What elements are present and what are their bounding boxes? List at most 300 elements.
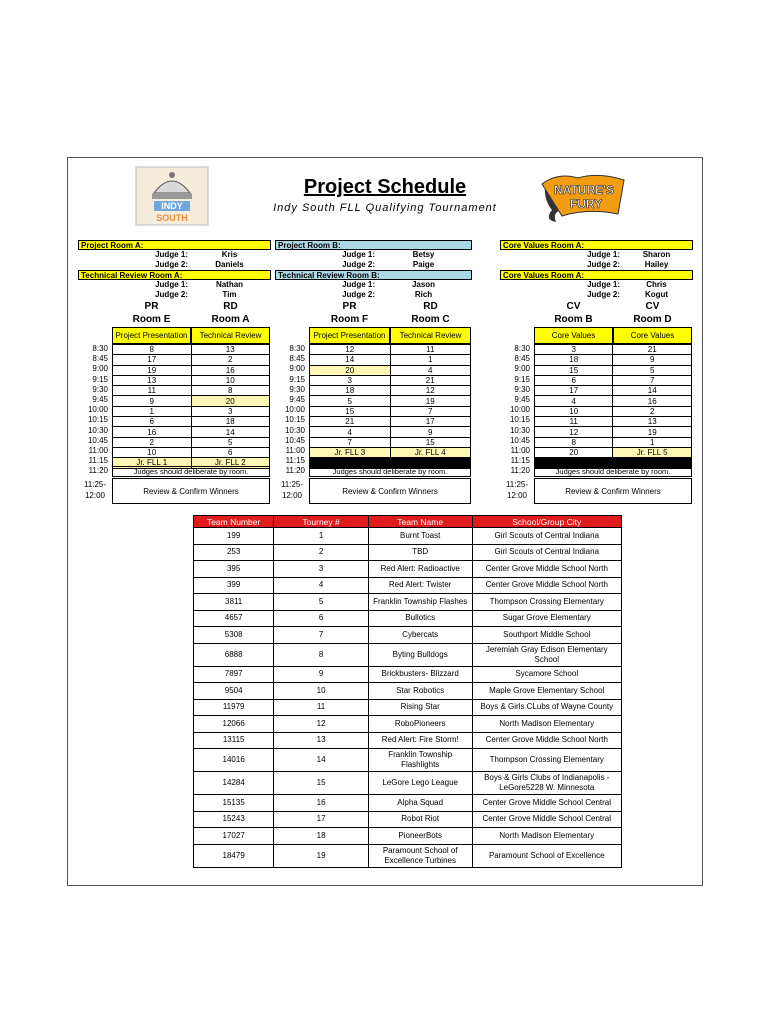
slot-cell-2: 9 [613, 355, 692, 365]
slot-cell-1: 4 [535, 396, 613, 406]
room-name: Room D [633, 314, 672, 325]
slot-cell-1: 12 [535, 427, 613, 437]
time-slot: 9:15 [514, 374, 530, 384]
schedule-row [535, 406, 692, 416]
schedule-row [310, 375, 471, 385]
team-row [194, 643, 622, 666]
school-cell: Girl Scouts of Central Indiana [472, 544, 621, 561]
tourney-cell: 15 [274, 772, 369, 795]
slot-cell-1: 1 [113, 406, 192, 416]
school-cell: Center Grove Middle School North [472, 561, 621, 578]
schedule-row [535, 437, 692, 447]
time-slot: 10:15 [284, 415, 305, 425]
schedule-row [113, 386, 270, 396]
schedule-row [535, 365, 692, 375]
tourney-cell: 10 [274, 683, 369, 700]
school-cell: Thompson Crossing Elementary [472, 594, 621, 611]
slot-cell-2: 19 [390, 396, 471, 406]
slot-cell-1: 16 [113, 427, 192, 437]
col-tourney: Tourney # [274, 516, 369, 528]
slot-cell-1: 3 [310, 375, 391, 385]
team-name-cell: Burnt Toast [368, 528, 472, 545]
time-slot: 10:45 [509, 435, 530, 445]
review-time-start: 11:25- [505, 480, 529, 489]
room-a-label: Project Room A: [78, 240, 271, 250]
col-school: School/Group City [472, 516, 621, 528]
team-number-cell: 14016 [194, 749, 274, 772]
room-a-label: Project Room B: [275, 240, 472, 250]
team-name-cell: Red Alert: Fire Storm! [368, 732, 472, 749]
tourney-cell: 18 [274, 828, 369, 845]
slot-cell-2: 14 [191, 427, 270, 437]
team-row [194, 749, 622, 772]
slot-cell-2: 18 [191, 417, 270, 427]
slot-cell-2: 5 [191, 437, 270, 447]
schedule-row [310, 427, 471, 437]
slot-cell-2: 15 [390, 437, 471, 447]
team-name-cell: TBD [368, 544, 472, 561]
page-title: Project Schedule [303, 176, 467, 198]
slot-cell-2: Jr. FLL 4 [390, 447, 471, 457]
slot-cell-2: 6 [191, 447, 270, 457]
room-code: RD [423, 301, 438, 312]
schedule-grid [309, 344, 471, 469]
schedule-row [535, 427, 692, 437]
judge-label: Judge 2: [342, 260, 375, 269]
slot-cell-2: 21 [390, 375, 471, 385]
school-cell: Girl Scouts of Central Indiana [472, 528, 621, 545]
slot-cell-2: 10 [191, 375, 270, 385]
team-number-cell: 395 [194, 561, 274, 578]
school-cell: Southport Middle School [472, 627, 621, 644]
slot-cell-2: 14 [613, 386, 692, 396]
room-code: PR [342, 301, 357, 312]
slot-cell-1: 4 [310, 427, 391, 437]
tourney-cell: 4 [274, 577, 369, 594]
judge-name: Hailey [644, 260, 669, 269]
schedule-row [113, 406, 270, 416]
team-number-cell: 5308 [194, 627, 274, 644]
schedule-row [113, 396, 270, 406]
team-name-cell: RoboPioneers [368, 716, 472, 733]
time-slot: 11:00 [285, 445, 305, 455]
slot-cell-1: 10 [113, 447, 192, 457]
judge-name: Chris [646, 280, 667, 289]
column-header: Project Presentation [309, 327, 390, 344]
schedule-row [310, 345, 471, 355]
schedule-row [310, 386, 471, 396]
time-slot: 10:30 [284, 425, 305, 435]
team-number-cell: 14284 [194, 772, 274, 795]
deliberation-time: 11:20 [88, 466, 108, 476]
time-slot: 9:45 [514, 394, 530, 404]
time-slot: 10:00 [509, 405, 530, 415]
teams-header-row [194, 516, 622, 528]
team-name-cell: Bullotics [368, 610, 472, 627]
school-cell: Center Grove Middle School North [472, 732, 621, 749]
tourney-cell: 8 [274, 643, 369, 666]
school-cell: Sugar Grove Elementary [472, 610, 621, 627]
svg-text:SOUTH: SOUTH [156, 213, 188, 223]
slot-cell-1: 11 [113, 386, 192, 396]
schedule-row [535, 396, 692, 406]
svg-text:INDY: INDY [161, 201, 183, 211]
team-name-cell: LeGore Lego League [368, 772, 472, 795]
team-number-cell: 9504 [194, 683, 274, 700]
time-slot: 11:15 [510, 456, 530, 466]
judge-label: Judge 2: [155, 290, 188, 299]
time-slot: 9:00 [92, 364, 108, 374]
team-number-cell: 18479 [194, 844, 274, 867]
team-row [194, 577, 622, 594]
room-name: Room A [211, 314, 250, 325]
slot-cell-2: 8 [191, 386, 270, 396]
slot-cell-1: 19 [113, 365, 192, 375]
slot-cell-2: 3 [191, 406, 270, 416]
slot-cell-1: 14 [310, 355, 391, 365]
tourney-cell: 12 [274, 716, 369, 733]
judge-label: Judge 1: [155, 250, 188, 259]
judge-name: Daniels [215, 260, 244, 269]
deliberation-note: Judges should deliberate by room. [534, 466, 692, 477]
schedule-row [113, 365, 270, 375]
time-slot: 10:45 [87, 435, 108, 445]
slot-cell-1: 15 [310, 406, 391, 416]
schedule-row [535, 386, 692, 396]
team-row [194, 683, 622, 700]
slot-cell-2: 4 [390, 365, 471, 375]
team-name-cell: Franklin Township Flashes [368, 594, 472, 611]
schedule-row [113, 447, 270, 457]
schedule-row [310, 406, 471, 416]
review-time-start: 11:25- [83, 480, 107, 489]
time-column [500, 344, 530, 476]
time-slot: 9:30 [289, 384, 305, 394]
slot-cell-2: 19 [613, 427, 692, 437]
slot-cell-2: 21 [613, 345, 692, 355]
schedule-row [535, 375, 692, 385]
time-slot: 8:45 [514, 354, 530, 364]
judge-label: Judge 1: [342, 250, 375, 259]
room-name: Room C [411, 314, 450, 325]
team-number-cell: 12066 [194, 716, 274, 733]
school-cell: Boys & Girls Clubs of Indianapolis - LeGore5228 W. Minnesota [472, 772, 621, 795]
time-slot: 9:45 [92, 394, 108, 404]
slot-cell-2: 7 [390, 406, 471, 416]
team-row [194, 772, 622, 795]
slot-cell-1: 6 [535, 375, 613, 385]
team-number-cell: 3811 [194, 594, 274, 611]
time-slot: 9:30 [514, 384, 530, 394]
room-name: Room F [330, 314, 369, 325]
slot-cell-1: 13 [113, 375, 192, 385]
time-slot: 10:00 [284, 405, 305, 415]
school-cell: Sycamore School [472, 666, 621, 683]
slot-cell-2: 17 [390, 417, 471, 427]
schedule-row [113, 427, 270, 437]
team-name-cell: Red Alert: Twister [368, 577, 472, 594]
team-name-cell: Brickbusters- Blizzard [368, 666, 472, 683]
tourney-cell: 1 [274, 528, 369, 545]
school-cell: Jeremiah Gray Edison Elementary School [472, 643, 621, 666]
slot-cell-2: 2 [613, 406, 692, 416]
slot-cell-1: 6 [113, 417, 192, 427]
tourney-cell: 17 [274, 811, 369, 828]
judge-name: Kogut [644, 290, 669, 299]
page-subtitle: Indy South FLL Qualifying Tournament [273, 202, 497, 214]
team-name-cell: Byting Bulldogs [368, 643, 472, 666]
time-slot: 8:30 [514, 344, 530, 353]
team-row [194, 844, 622, 867]
slot-cell-2: 12 [390, 386, 471, 396]
judge-name: Sharon [642, 250, 671, 259]
team-number-cell: 253 [194, 544, 274, 561]
school-cell: Center Grove Middle School Central [472, 795, 621, 812]
review-time-end: 12:00 [281, 491, 303, 500]
judge-label: Judge 1: [155, 280, 188, 289]
tourney-cell: 14 [274, 749, 369, 772]
judge-name: Nathan [215, 280, 244, 289]
slot-cell-1: 17 [535, 386, 613, 396]
room-name: Room B [554, 314, 593, 325]
time-slot: 8:45 [92, 354, 108, 364]
schedule-row [113, 417, 270, 427]
time-slot: 10:30 [87, 425, 108, 435]
schedule-grid [534, 344, 692, 469]
svg-text:NATURE'S: NATURE'S [554, 183, 614, 197]
judge-label: Judge 1: [342, 280, 375, 289]
tourney-cell: 6 [274, 610, 369, 627]
time-slot: 11:15 [285, 456, 305, 466]
schedule-row [113, 355, 270, 365]
column-header: Technical Review [390, 327, 471, 344]
slot-cell-2: 1 [613, 437, 692, 447]
schedule-row [310, 355, 471, 365]
slot-cell-1: Jr. FLL 3 [310, 447, 391, 457]
judge-label: Judge 1: [587, 250, 620, 259]
room-b-label: Core Values Room A: [500, 270, 693, 280]
team-number-cell: 6888 [194, 643, 274, 666]
slot-cell-1: 18 [535, 355, 613, 365]
slot-cell-1: 3 [535, 345, 613, 355]
team-row [194, 561, 622, 578]
tourney-cell: 19 [274, 844, 369, 867]
tourney-cell: 13 [274, 732, 369, 749]
time-slot: 8:30 [289, 344, 305, 353]
team-row [194, 828, 622, 845]
time-slot: 8:45 [289, 354, 305, 364]
team-row [194, 811, 622, 828]
school-cell: Maple Grove Elementary School [472, 683, 621, 700]
schedule-row [310, 437, 471, 447]
judge-label: Judge 1: [587, 280, 620, 289]
slot-cell-2: 1 [390, 355, 471, 365]
team-number-cell: 399 [194, 577, 274, 594]
slot-cell-1: 20 [535, 447, 613, 457]
slot-cell-1: 18 [310, 386, 391, 396]
schedule-row [310, 365, 471, 375]
team-name-cell: Cybercats [368, 627, 472, 644]
slot-cell-2: 20 [191, 396, 270, 406]
column-header: Core Values [613, 327, 692, 344]
slot-cell-2: 16 [191, 365, 270, 375]
room-a-label: Core Values Room A: [500, 240, 693, 250]
schedule-grid [112, 344, 270, 469]
judge-name: Betsy [412, 250, 435, 259]
review-note: Review & Confirm Winners [112, 478, 270, 504]
school-cell: Paramount School of Excellence [472, 844, 621, 867]
review-time-end: 12:00 [506, 491, 528, 500]
time-slot: 11:00 [510, 445, 530, 455]
natures-fury-logo [538, 170, 630, 226]
team-row [194, 594, 622, 611]
judge-label: Judge 2: [155, 260, 188, 269]
tourney-cell: 5 [274, 594, 369, 611]
review-time-start: 11:25- [280, 480, 304, 489]
schedule-row [535, 417, 692, 427]
team-row [194, 666, 622, 683]
slot-cell-1: Jr. FLL 1 [113, 458, 192, 468]
svg-text:FURY: FURY [569, 197, 603, 211]
schedule-row [310, 417, 471, 427]
slot-cell-2: 9 [390, 427, 471, 437]
column-header: Core Values [534, 327, 613, 344]
time-slot: 11:00 [88, 445, 108, 455]
teams-table [193, 515, 622, 868]
tourney-cell: 9 [274, 666, 369, 683]
team-name-cell: Red Alert: Radioactive [368, 561, 472, 578]
slot-cell-1: 9 [113, 396, 192, 406]
slot-cell-2: 13 [613, 417, 692, 427]
time-slot: 9:30 [92, 384, 108, 394]
deliberation-note: Judges should deliberate by room. [112, 466, 270, 477]
judge-name: Paige [412, 260, 435, 269]
review-note: Review & Confirm Winners [534, 478, 692, 504]
slot-cell-1: 17 [113, 355, 192, 365]
slot-cell-1: 7 [310, 437, 391, 447]
deliberation-time: 11:20 [285, 466, 305, 476]
team-row [194, 627, 622, 644]
tourney-cell: 3 [274, 561, 369, 578]
col-team-name: Team Name [368, 516, 472, 528]
team-row [194, 716, 622, 733]
team-name-cell: Franklin Township Flashlights [368, 749, 472, 772]
team-number-cell: 4657 [194, 610, 274, 627]
schedule-row [535, 345, 692, 355]
slot-cell-2: 2 [191, 355, 270, 365]
school-cell: Boys & Girls CLubs of Wayne County [472, 699, 621, 716]
team-name-cell: Robot Riot [368, 811, 472, 828]
team-number-cell: 15243 [194, 811, 274, 828]
slot-cell-1: 11 [535, 417, 613, 427]
team-row [194, 699, 622, 716]
room-b-label: Technical Review Room A: [78, 270, 271, 280]
review-time-end: 12:00 [84, 491, 106, 500]
team-name-cell: Rising Star [368, 699, 472, 716]
slot-cell-1: 8 [535, 437, 613, 447]
team-row [194, 528, 622, 545]
slot-cell-2: 11 [390, 345, 471, 355]
time-slot: 10:45 [284, 435, 305, 445]
deliberation-time: 11:20 [510, 466, 530, 476]
team-name-cell: PioneerBots [368, 828, 472, 845]
judge-name: Jason [411, 280, 436, 289]
tourney-cell: 7 [274, 627, 369, 644]
schedule-row [535, 355, 692, 365]
slot-cell-1: 15 [535, 365, 613, 375]
room-code: CV [566, 301, 581, 312]
time-slot: 9:00 [514, 364, 530, 374]
slot-cell-1: 5 [310, 396, 391, 406]
school-cell: Thompson Crossing Elementary [472, 749, 621, 772]
slot-cell-1: 2 [113, 437, 192, 447]
time-slot: 9:00 [289, 364, 305, 374]
tourney-cell: 2 [274, 544, 369, 561]
time-slot: 9:15 [92, 374, 108, 384]
team-number-cell: 7897 [194, 666, 274, 683]
schedule-row [113, 437, 270, 447]
school-cell: North Madison Elementary [472, 828, 621, 845]
team-row [194, 544, 622, 561]
room-code: RD [223, 301, 238, 312]
judge-label: Judge 2: [342, 290, 375, 299]
time-slot: 8:30 [92, 344, 108, 353]
judge-label: Judge 2: [587, 290, 620, 299]
team-name-cell: Star Robotics [368, 683, 472, 700]
schedule-row [113, 345, 270, 355]
team-number-cell: 199 [194, 528, 274, 545]
review-note: Review & Confirm Winners [309, 478, 471, 504]
team-row [194, 732, 622, 749]
school-cell: Center Grove Middle School Central [472, 811, 621, 828]
team-number-cell: 13115 [194, 732, 274, 749]
slot-cell-2: 7 [613, 375, 692, 385]
time-slot: 10:15 [87, 415, 108, 425]
judge-name: Rich [414, 290, 433, 299]
slot-cell-1: 10 [535, 406, 613, 416]
time-slot: 9:15 [289, 374, 305, 384]
school-cell: Center Grove Middle School North [472, 577, 621, 594]
time-column [78, 344, 108, 476]
team-name-cell: Alpha Squad [368, 795, 472, 812]
team-number-cell: 17027 [194, 828, 274, 845]
teams-body [194, 528, 622, 868]
slot-cell-1: 20 [310, 365, 391, 375]
team-number-cell: 15135 [194, 795, 274, 812]
time-slot: 10:00 [87, 405, 108, 415]
time-slot: 9:45 [289, 394, 305, 404]
tourney-cell: 11 [274, 699, 369, 716]
room-b-label: Technical Review Room B: [275, 270, 472, 280]
room-code: CV [645, 301, 660, 312]
slot-cell-1: 21 [310, 417, 391, 427]
slot-cell-1: 12 [310, 345, 391, 355]
team-name-cell: Paramount School of Excellence Turbines [368, 844, 472, 867]
judge-name: Kris [221, 250, 238, 259]
school-cell: North Madison Elementary [472, 716, 621, 733]
team-row [194, 795, 622, 812]
schedule-row [535, 447, 692, 457]
time-slot: 10:15 [509, 415, 530, 425]
slot-cell-2: Jr. FLL 2 [191, 458, 270, 468]
schedule-row [113, 375, 270, 385]
judge-name: Tim [222, 290, 237, 299]
deliberation-note: Judges should deliberate by room. [309, 466, 471, 477]
slot-cell-1: 8 [113, 345, 192, 355]
column-header: Technical Review [191, 327, 270, 344]
team-row [194, 610, 622, 627]
column-header: Project Presentation [112, 327, 191, 344]
